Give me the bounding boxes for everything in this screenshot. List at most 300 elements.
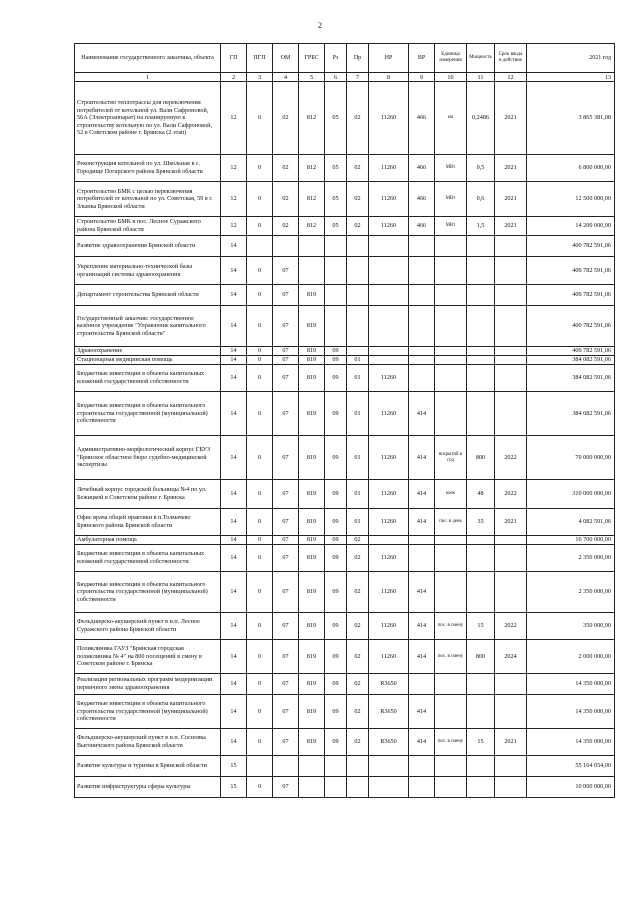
header-rz: Рз (325, 44, 347, 73)
cell-amount: 350 000,00 (527, 613, 615, 640)
cell-om: 07 (273, 365, 299, 392)
cell-vr (409, 347, 435, 356)
cell-pr: 02 (347, 536, 369, 545)
cell-nr: 11260 (369, 182, 409, 217)
cell-name: Бюджетные инвестиции в объекты капитального строительства государственной (муниципальной) собственности (75, 392, 221, 436)
cell-grbs: 819 (299, 356, 325, 365)
cell-pr: 01 (347, 436, 369, 480)
cell-unit (435, 236, 467, 257)
header-gp: ГП (221, 44, 247, 73)
cell-nr (369, 347, 409, 356)
cell-commissioning (495, 347, 527, 356)
cell-vr: 414 (409, 436, 435, 480)
cell-vr: 414 (409, 695, 435, 729)
cell-gp: 14 (221, 674, 247, 695)
cell-pr: 02 (347, 729, 369, 756)
cell-capacity (467, 545, 495, 572)
cell-capacity: 15 (467, 729, 495, 756)
cell-om: 07 (273, 392, 299, 436)
cell-pr: 01 (347, 356, 369, 365)
cell-pr: 01 (347, 480, 369, 509)
cell-nr: 11260 (369, 436, 409, 480)
cell-om: 07 (273, 777, 299, 798)
cell-om: 07 (273, 347, 299, 356)
table-row (75, 306, 615, 347)
cell-vr (409, 236, 435, 257)
cell-name: Стационарная медицинская помощь (75, 356, 221, 365)
header-vr: ВР (409, 44, 435, 73)
cell-nr: 11260 (369, 613, 409, 640)
cell-pr: 02 (347, 640, 369, 674)
cell-capacity (467, 392, 495, 436)
cell-rz: 05 (325, 155, 347, 182)
cell-gp: 14 (221, 480, 247, 509)
cell-nr: 11260 (369, 217, 409, 236)
column-number: 12 (495, 73, 527, 82)
cell-unit (435, 257, 467, 285)
cell-name: Амбулаторная помощь (75, 536, 221, 545)
cell-om: 07 (273, 640, 299, 674)
cell-unit (435, 306, 467, 347)
header-pr: Пр (347, 44, 369, 73)
cell-rz: 09 (325, 480, 347, 509)
cell-capacity (467, 777, 495, 798)
cell-name: Бюджетные инвестиции в объекты капитального строительства государственной (муниципальной) собственности (75, 695, 221, 729)
cell-om: 07 (273, 572, 299, 613)
cell-grbs: 819 (299, 613, 325, 640)
cell-capacity (467, 695, 495, 729)
cell-pgp: 0 (247, 536, 273, 545)
cell-name: Строительство БМК в пос. Лесное Суражского района Брянской области (75, 217, 221, 236)
cell-name: Департамент строительства Брянской области (75, 285, 221, 306)
cell-nr: R3650 (369, 695, 409, 729)
cell-rz (325, 285, 347, 306)
cell-capacity (467, 536, 495, 545)
header-commissioning: Срок ввода в действие (495, 44, 527, 73)
cell-unit (435, 545, 467, 572)
cell-rz: 09 (325, 536, 347, 545)
cell-rz: 09 (325, 347, 347, 356)
table-header-row (75, 44, 615, 73)
cell-grbs (299, 257, 325, 285)
cell-pr: 02 (347, 155, 369, 182)
cell-pgp: 0 (247, 729, 273, 756)
cell-commissioning: 2022 (495, 613, 527, 640)
cell-name: Развитие здравоохранения Брянской области (75, 236, 221, 257)
cell-name: Строительство БМК с целью переключения потребителей от котельной по ул. Советская, 59 в г. Злынка Брянской области (75, 182, 221, 217)
cell-amount: 12 500 000,00 (527, 182, 615, 217)
cell-unit (435, 572, 467, 613)
cell-pgp: 0 (247, 347, 273, 356)
cell-vr: 466 (409, 182, 435, 217)
cell-amount: 400 782 591,06 (527, 285, 615, 306)
cell-amount: 4 082 591,06 (527, 509, 615, 536)
table-row (75, 182, 615, 217)
cell-vr: 466 (409, 217, 435, 236)
cell-rz: 09 (325, 695, 347, 729)
cell-commissioning: 2021 (495, 155, 527, 182)
cell-unit (435, 347, 467, 356)
table-row (75, 613, 615, 640)
cell-nr (369, 756, 409, 777)
cell-pgp: 0 (247, 545, 273, 572)
cell-capacity (467, 257, 495, 285)
cell-unit (435, 756, 467, 777)
cell-nr: 11260 (369, 82, 409, 155)
cell-amount: 400 782 591,06 (527, 257, 615, 285)
cell-pgp: 0 (247, 640, 273, 674)
cell-nr (369, 285, 409, 306)
cell-name: Лечебный корпус городской больницы №4 по ул. Бежицкой в Советском районе г. Брянска (75, 480, 221, 509)
cell-pgp: 0 (247, 613, 273, 640)
cell-grbs: 819 (299, 695, 325, 729)
cell-pr (347, 777, 369, 798)
cell-rz: 09 (325, 640, 347, 674)
cell-amount: 384 082 591,06 (527, 356, 615, 365)
cell-rz: 05 (325, 82, 347, 155)
cell-rz: 09 (325, 613, 347, 640)
cell-unit: пос. в смену (435, 729, 467, 756)
cell-rz: 05 (325, 217, 347, 236)
cell-pr (347, 285, 369, 306)
cell-pgp: 0 (247, 306, 273, 347)
cell-gp: 14 (221, 436, 247, 480)
cell-grbs: 819 (299, 729, 325, 756)
cell-commissioning (495, 674, 527, 695)
cell-capacity: 800 (467, 640, 495, 674)
cell-om: 07 (273, 480, 299, 509)
cell-om: 02 (273, 217, 299, 236)
cell-commissioning (495, 572, 527, 613)
cell-nr (369, 306, 409, 347)
cell-om: 07 (273, 285, 299, 306)
cell-pr: 02 (347, 182, 369, 217)
cell-unit (435, 674, 467, 695)
cell-gp: 14 (221, 572, 247, 613)
cell-grbs: 819 (299, 509, 325, 536)
cell-pgp: 0 (247, 365, 273, 392)
cell-pgp (247, 236, 273, 257)
cell-pr (347, 306, 369, 347)
cell-amount: 14 350 000,00 (527, 695, 615, 729)
header-pgp: ПГП (247, 44, 273, 73)
cell-rz (325, 756, 347, 777)
cell-gp: 12 (221, 155, 247, 182)
cell-om: 07 (273, 674, 299, 695)
cell-vr: 414 (409, 640, 435, 674)
cell-commissioning: 2021 (495, 217, 527, 236)
table-row (75, 217, 615, 236)
cell-grbs: 812 (299, 82, 325, 155)
cell-amount: 384 082 591,06 (527, 392, 615, 436)
cell-name: Реконструкция котельной по ул. Школьная в с. Городище Погарского района Брянской области (75, 155, 221, 182)
cell-gp: 14 (221, 509, 247, 536)
cell-pr: 01 (347, 509, 369, 536)
cell-gp: 14 (221, 392, 247, 436)
cell-unit: МВт (435, 155, 467, 182)
column-number: 3 (247, 73, 273, 82)
cell-grbs: 812 (299, 182, 325, 217)
cell-amount: 55 164 054,00 (527, 756, 615, 777)
cell-capacity (467, 674, 495, 695)
cell-om: 07 (273, 509, 299, 536)
table-row (75, 236, 615, 257)
cell-pgp: 0 (247, 509, 273, 536)
cell-gp: 14 (221, 536, 247, 545)
cell-pgp: 0 (247, 155, 273, 182)
cell-name: Развитие инфраструктуры сферы культуры (75, 777, 221, 798)
cell-grbs: 819 (299, 674, 325, 695)
cell-grbs: 819 (299, 365, 325, 392)
table-row (75, 777, 615, 798)
cell-gp: 14 (221, 236, 247, 257)
cell-gp: 12 (221, 182, 247, 217)
cell-capacity: 800 (467, 436, 495, 480)
cell-om: 07 (273, 613, 299, 640)
table-row (75, 674, 615, 695)
cell-name: Реализация региональных программ модернизации первичного звена здравоохранения (75, 674, 221, 695)
cell-gp: 14 (221, 365, 247, 392)
cell-nr: R3650 (369, 674, 409, 695)
cell-gp: 14 (221, 695, 247, 729)
cell-name: Бюджетные инвестиции в объекты капитальных вложений государственной собственности (75, 365, 221, 392)
cell-amount: 3 865 381,08 (527, 82, 615, 155)
cell-capacity (467, 347, 495, 356)
column-number: 4 (273, 73, 299, 82)
cell-grbs (299, 756, 325, 777)
cell-gp: 14 (221, 306, 247, 347)
table-row (75, 365, 615, 392)
column-number: 6 (325, 73, 347, 82)
cell-rz (325, 777, 347, 798)
cell-name: Развитие культуры и туризма в Брянской области (75, 756, 221, 777)
cell-unit: МВт (435, 217, 467, 236)
cell-om: 07 (273, 695, 299, 729)
cell-unit: коек (435, 480, 467, 509)
cell-vr: 414 (409, 392, 435, 436)
cell-pgp: 0 (247, 82, 273, 155)
table-row (75, 347, 615, 356)
cell-capacity: 0,6 (467, 182, 495, 217)
cell-name: Государственный заказчик: государственное казённое учреждение "Управление капитального строительства Брянской области" (75, 306, 221, 347)
cell-vr (409, 257, 435, 285)
cell-pr: 02 (347, 82, 369, 155)
cell-amount: 384 082 591,06 (527, 365, 615, 392)
cell-gp: 14 (221, 640, 247, 674)
cell-pr (347, 257, 369, 285)
cell-rz (325, 236, 347, 257)
cell-rz: 09 (325, 509, 347, 536)
cell-capacity (467, 306, 495, 347)
cell-name: Поликлиника ГАУЗ "Брянская городская поликлиника № 4" на 800 посещений в смену в Советском районе г. Брянска (75, 640, 221, 674)
cell-commissioning (495, 695, 527, 729)
header-capacity: Мощность (467, 44, 495, 73)
column-number: 7 (347, 73, 369, 82)
cell-pr: 01 (347, 365, 369, 392)
cell-commissioning (495, 365, 527, 392)
cell-pgp: 0 (247, 356, 273, 365)
cell-vr: 414 (409, 613, 435, 640)
cell-pgp: 0 (247, 572, 273, 613)
cell-unit (435, 285, 467, 306)
cell-commissioning (495, 536, 527, 545)
cell-vr: 414 (409, 572, 435, 613)
cell-nr (369, 356, 409, 365)
cell-pgp: 0 (247, 436, 273, 480)
cell-unit: пос. в смену (435, 613, 467, 640)
cell-amount: 400 782 591,06 (527, 306, 615, 347)
cell-commissioning: 2021 (495, 82, 527, 155)
cell-om: 02 (273, 155, 299, 182)
cell-om: 07 (273, 356, 299, 365)
cell-unit: МВт (435, 182, 467, 217)
cell-capacity: 1,5 (467, 217, 495, 236)
cell-grbs (299, 236, 325, 257)
table-row (75, 436, 615, 480)
cell-gp: 14 (221, 545, 247, 572)
column-number: 10 (435, 73, 467, 82)
cell-om (273, 756, 299, 777)
cell-om: 07 (273, 545, 299, 572)
cell-rz: 09 (325, 356, 347, 365)
cell-nr: 11260 (369, 392, 409, 436)
cell-amount: 14 350 000,00 (527, 674, 615, 695)
cell-om: 07 (273, 257, 299, 285)
cell-amount: 2 000 000,00 (527, 640, 615, 674)
cell-unit: пос. в смену (435, 640, 467, 674)
table-row (75, 756, 615, 777)
cell-nr (369, 236, 409, 257)
cell-nr (369, 536, 409, 545)
cell-nr: 11260 (369, 509, 409, 536)
cell-gp: 12 (221, 217, 247, 236)
cell-nr: 11260 (369, 545, 409, 572)
cell-amount: 14 350 000,00 (527, 729, 615, 756)
cell-capacity: 35 (467, 509, 495, 536)
cell-capacity (467, 572, 495, 613)
cell-rz: 09 (325, 436, 347, 480)
cell-amount: 16 700 000,00 (527, 536, 615, 545)
column-number: 8 (369, 73, 409, 82)
cell-gp: 14 (221, 285, 247, 306)
cell-pgp: 0 (247, 392, 273, 436)
cell-amount: 70 000 000,00 (527, 436, 615, 480)
cell-vr (409, 674, 435, 695)
cell-gp: 14 (221, 613, 247, 640)
cell-grbs: 819 (299, 572, 325, 613)
cell-om: 07 (273, 436, 299, 480)
cell-gp: 15 (221, 756, 247, 777)
cell-vr: 414 (409, 509, 435, 536)
cell-commissioning: 2024 (495, 640, 527, 674)
cell-pgp: 0 (247, 182, 273, 217)
cell-gp: 14 (221, 356, 247, 365)
table-row (75, 536, 615, 545)
cell-grbs: 819 (299, 347, 325, 356)
cell-name: Строительство теплотрассы для переключения потребителей от котельной ул. Вали Сафроновой, 56А (Электроаппарат) на планируемую к строительству котельную по ул. Вали Сафроновой, 52 в Советском районе г. Брянска (2 этап) (75, 82, 221, 155)
cell-commissioning: 2021 (495, 509, 527, 536)
cell-nr: 11260 (369, 365, 409, 392)
cell-amount: 10 000 000,00 (527, 777, 615, 798)
table-row (75, 82, 615, 155)
cell-name: Здравоохранение (75, 347, 221, 356)
cell-commissioning: 2022 (495, 436, 527, 480)
cell-amount: 6 800 000,00 (527, 155, 615, 182)
cell-vr: 414 (409, 480, 435, 509)
cell-grbs: 819 (299, 392, 325, 436)
cell-rz: 09 (325, 729, 347, 756)
header-name: Наименование государственного заказчика, объекта (75, 44, 221, 73)
cell-rz (325, 257, 347, 285)
page-number: 2 (318, 21, 322, 30)
cell-vr: 466 (409, 155, 435, 182)
cell-amount: 400 782 591,06 (527, 347, 615, 356)
cell-commissioning (495, 777, 527, 798)
table-row (75, 392, 615, 436)
cell-commissioning: 2022 (495, 480, 527, 509)
column-number: 5 (299, 73, 325, 82)
cell-grbs (299, 777, 325, 798)
table-row (75, 572, 615, 613)
cell-grbs: 812 (299, 217, 325, 236)
cell-nr: 11260 (369, 480, 409, 509)
cell-name: Бюджетные инвестиции в объекты капитального строительства государственной (муниципальной) собственности (75, 572, 221, 613)
column-number: 9 (409, 73, 435, 82)
cell-vr (409, 285, 435, 306)
cell-capacity: 0,5 (467, 155, 495, 182)
cell-amount: 2 350 000,00 (527, 572, 615, 613)
cell-grbs: 819 (299, 545, 325, 572)
cell-vr (409, 777, 435, 798)
table-row (75, 545, 615, 572)
header-unit: Единица измерения (435, 44, 467, 73)
cell-name: Офис врача общей практики в п.Толмачево Брянского района Брянской области (75, 509, 221, 536)
cell-vr (409, 306, 435, 347)
cell-grbs: 819 (299, 436, 325, 480)
cell-unit (435, 695, 467, 729)
cell-pgp: 0 (247, 285, 273, 306)
cell-amount: 14 200 000,00 (527, 217, 615, 236)
table-row (75, 257, 615, 285)
header-nr: НР (369, 44, 409, 73)
cell-pr (347, 347, 369, 356)
column-number: 2 (221, 73, 247, 82)
cell-nr (369, 777, 409, 798)
cell-pr: 02 (347, 613, 369, 640)
cell-grbs: 819 (299, 640, 325, 674)
cell-om: 07 (273, 306, 299, 347)
cell-pr: 02 (347, 217, 369, 236)
column-number: 1 (75, 73, 221, 82)
cell-gp: 14 (221, 257, 247, 285)
cell-vr: 466 (409, 82, 435, 155)
cell-unit: вскрытий в год (435, 436, 467, 480)
cell-commissioning (495, 356, 527, 365)
column-numbers-row (75, 73, 615, 82)
cell-commissioning (495, 236, 527, 257)
table-row (75, 640, 615, 674)
budget-table (74, 43, 615, 798)
table-row (75, 285, 615, 306)
cell-grbs: 819 (299, 285, 325, 306)
cell-rz: 09 (325, 365, 347, 392)
cell-gp: 12 (221, 82, 247, 155)
cell-grbs: 819 (299, 480, 325, 509)
cell-om: 07 (273, 729, 299, 756)
cell-amount: 400 782 591,06 (527, 236, 615, 257)
cell-nr: 11260 (369, 572, 409, 613)
column-number: 11 (467, 73, 495, 82)
